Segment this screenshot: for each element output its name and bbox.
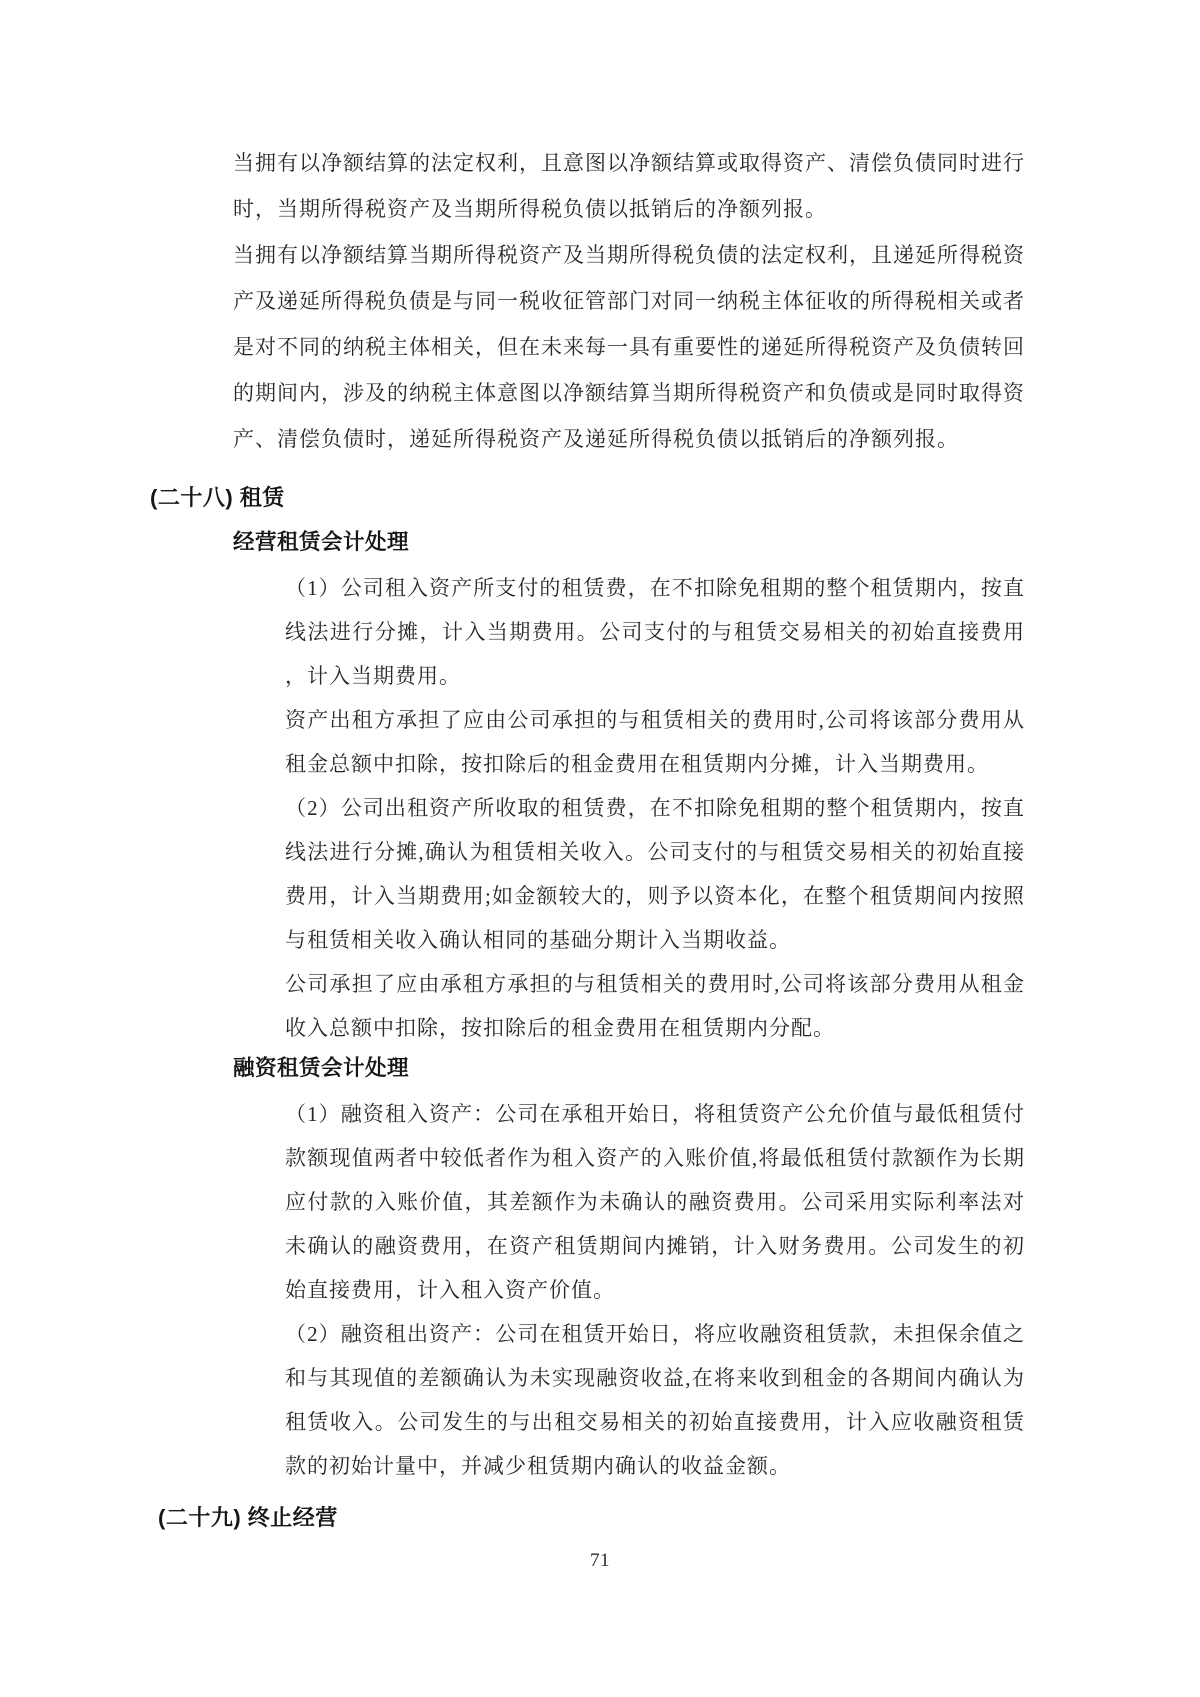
paragraph-operating-lease-3: （2）公司出租资产所收取的租赁费，在不扣除免租期的整个租赁期内，按直线法进行分摊,确认为租赁相关收入。公司支付的与租赁交易相关的初始直接费用，计入当期费用;如金额较大的，则予以资本化，在整个租赁期间内按照与租赁相关收入确认相同的基础分期计入当期收益。	[285, 796, 1025, 952]
section-heading-28-leases: (二十八) 租赁	[150, 485, 285, 510]
paragraph-operating-lease-4: 公司承担了应由承租方承担的与租赁相关的费用时,公司将该部分费用从租金收入总额中扣除，按扣除后的租金费用在租赁期内分配。	[285, 972, 1025, 1040]
paragraph-finance-lease-2: （2）融资租出资产：公司在租赁开始日，将应收融资租赁款，未担保余值之和与其现值的差额确认为未实现融资收益,在将来收到租金的各期间内确认为租赁收入。公司发生的与出租交易相关的初始直接费用，计入应收融资租赁款的初始计量中，并减少租赁期内确认的收益金额。	[285, 1322, 1025, 1478]
paragraph-operating-lease-1: （1）公司租入资产所支付的租赁费，在不扣除免租期的整个租赁期内，按直线法进行分摊，计入当期费用。公司支付的与租赁交易相关的初始直接费用，计入当期费用。	[285, 576, 1025, 688]
section-heading-29-discontinued-operations: (二十九) 终止经营	[158, 1505, 338, 1530]
subheading-operating-lease-accounting: 经营租赁会计处理	[233, 530, 410, 554]
paragraph-tax-offset-deferred: 当拥有以净额结算当期所得税资产及当期所得税负债的法定权利，且递延所得税资产及递延所得税负债是与同一税收征管部门对同一纳税主体征收的所得税相关或者是对不同的纳税主体相关，但在未来每一具有重要性的递延所得税资产及负债转回的期间内，涉及的纳税主体意图以净额结算当期所得税资产和负债或是同时取得资产、清偿负债时，递延所得税资产及递延所得税负债以抵销后的净额列报。	[233, 243, 1025, 451]
paragraph-tax-offset-current: 当拥有以净额结算的法定权利，且意图以净额结算或取得资产、清偿负债同时进行时，当期所得税资产及当期所得税负债以抵销后的净额列报。	[233, 151, 1025, 221]
page-number: 71	[590, 1550, 610, 1571]
paragraph-operating-lease-2: 资产出租方承担了应由公司承担的与租赁相关的费用时,公司将该部分费用从租金总额中扣除，按扣除后的租金费用在租赁期内分摊，计入当期费用。	[285, 708, 1025, 776]
subheading-finance-lease-accounting: 融资租赁会计处理	[233, 1056, 410, 1080]
paragraph-finance-lease-1: （1）融资租入资产：公司在承租开始日，将租赁资产公允价值与最低租赁付款额现值两者中较低者作为租入资产的入账价值,将最低租赁付款额作为长期应付款的入账价值，其差额作为未确认的融资费用。公司采用实际利率法对未确认的融资费用，在资产租赁期间内摊销，计入财务费用。公司发生的初始直接费用，计入租入资产价值。	[285, 1102, 1025, 1302]
